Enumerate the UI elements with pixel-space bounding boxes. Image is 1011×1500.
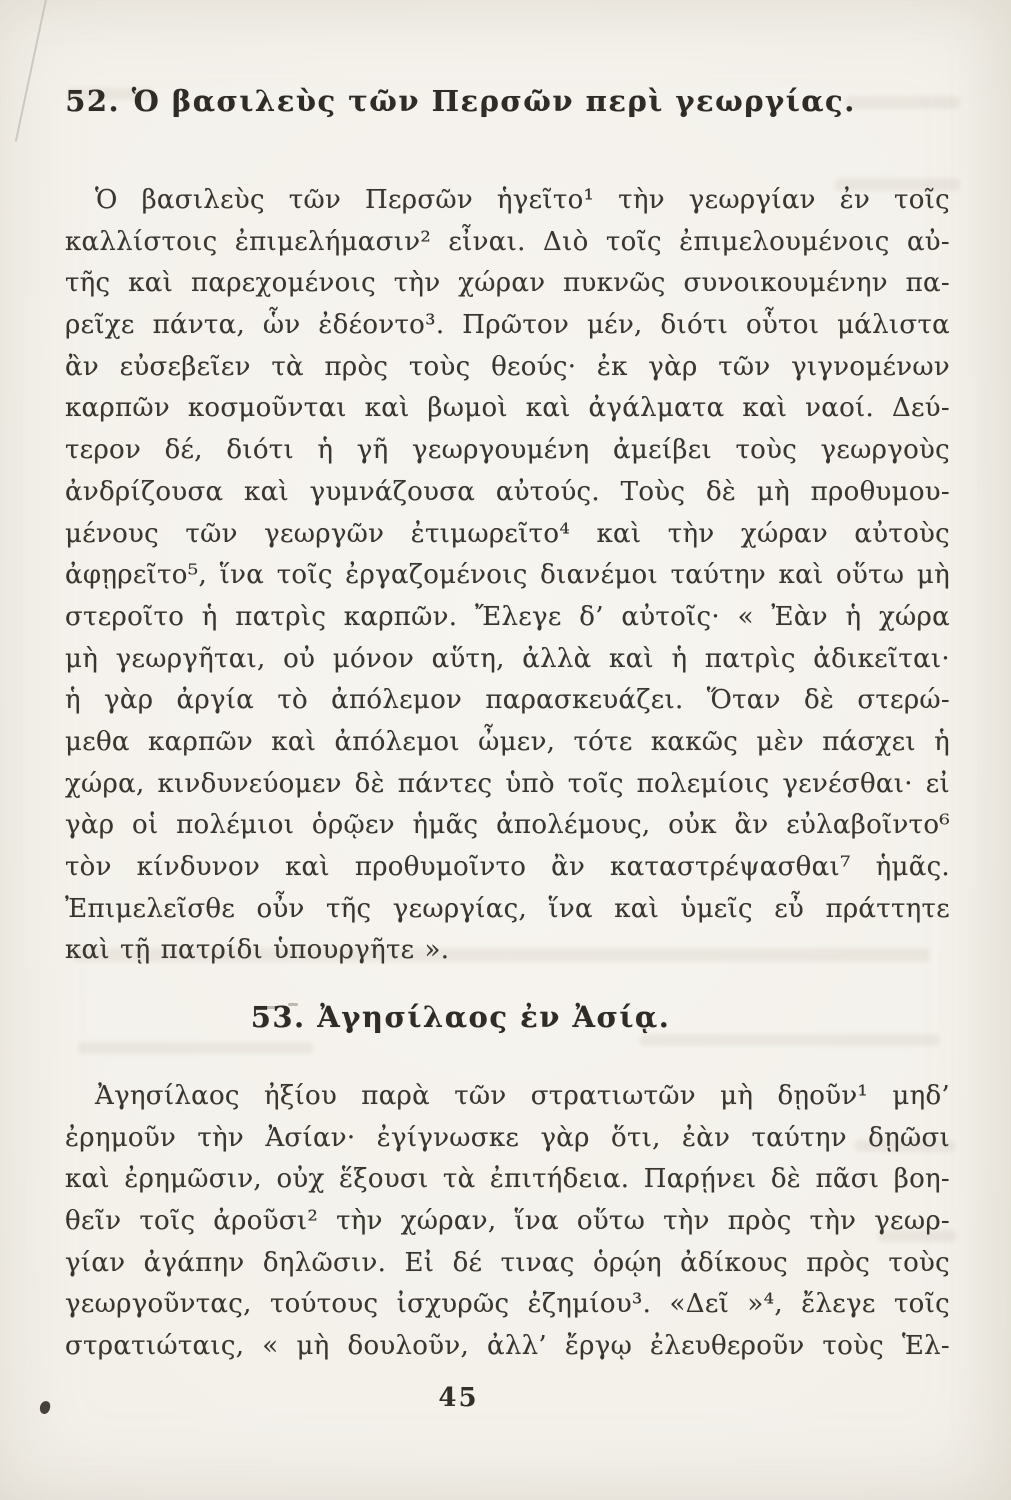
text-line: καὶ ἐρημῶσιν, οὐχ ἕξουσι τὰ ἐπιτήδεια. Παρῄνει δὲ πᾶσι βοη- bbox=[65, 1164, 950, 1195]
text-line: ἀνδρίζουσα καὶ γυμνάζουσα αὐτούς. Τοὺς δὲ μὴ προθυμου- bbox=[65, 476, 950, 507]
text-line: στρατιώταις, « μὴ δουλοῦν, ἀλλ’ ἔργῳ ἐλευθεροῦν τοὺς Ἑλ- bbox=[65, 1331, 950, 1362]
text-line: στεροῖτο ἡ πατρὶς καρπῶν. Ἔλεγε δ’ αὐτοῖς· « Ἐὰν ἡ χώρα bbox=[65, 601, 950, 632]
text-line: γίαν ἀγάπην δηλῶσιν. Εἰ δέ τινας ὁρῴη ἀδίκους πρὸς τοὺς bbox=[65, 1247, 950, 1278]
bleed-through-artifact bbox=[78, 1042, 313, 1054]
section-52-heading: 52. Ὁ βασιλεὺς τῶν Περσῶν περὶ γεωργίας. bbox=[65, 84, 856, 118]
text-line: ἐρημοῦν τὴν Ἀσίαν· ἐγίγνωσκε γὰρ ὅτι, ἐὰν ταύτην δῃῶσι bbox=[65, 1122, 950, 1153]
text-line: καλλίστοις ἐπιμελήμασιν² εἶναι. Διὸ τοῖς ἐπιμελουμένοις αὐ- bbox=[65, 226, 950, 257]
bleed-through-artifact bbox=[640, 1034, 940, 1046]
text-line: θεῖν τοῖς ἀροῦσι² τὴν χώραν, ἵνα οὕτω τὴν πρὸς τὴν γεωρ- bbox=[65, 1206, 950, 1237]
text-line: γὰρ οἱ πολέμιοι ὁρῷεν ἡμᾶς ἀπολέμους, οὐκ ἂν εὐλαβοῖντο⁶ bbox=[65, 810, 950, 841]
text-line: ἂν εὐσεβεῖεν τὰ πρὸς τοὺς θεούς· ἐκ γὰρ τῶν γιγνομένων bbox=[65, 351, 950, 382]
section-53-body bbox=[65, 1076, 950, 1368]
text-line: μὴ γεωργῆται, οὐ μόνον αὕτη, ἀλλὰ καὶ ἡ πατρὶς ἀδικεῖται· bbox=[65, 643, 950, 674]
page-crease-line bbox=[15, 0, 49, 142]
text-line: καρπῶν κοσμοῦνται καὶ βωμοὶ καὶ ἀγάλματα καὶ ναοί. Δεύ- bbox=[65, 393, 950, 424]
text-line: ἀφῃρεῖτο⁵, ἵνα τοῖς ἐργαζομένοις διανέμοι ταύτην καὶ οὕτω μὴ bbox=[65, 560, 950, 591]
text-line: Ἀγησίλαος ἠξίου παρὰ τῶν στρατιωτῶν μὴ δῃοῦν¹ μηδ’ bbox=[95, 1081, 950, 1111]
section-52-body bbox=[65, 180, 950, 972]
text-line: Ὁ βασιλεὺς τῶν Περσῶν ἡγεῖτο¹ τὴν γεωργίαν ἐν τοῖς bbox=[95, 185, 950, 215]
text-line: μένους τῶν γεωργῶν ἐτιμωρεῖτο⁴ καὶ τὴν χώραν αὐτοὺς bbox=[65, 518, 950, 549]
text-line: τῆς καὶ παρεχομένοις τὴν χώραν πυκνῶς συνοικουμένην πα- bbox=[65, 268, 950, 299]
text-line: Ἐπιμελεῖσθε οὖν τῆς γεωργίας, ἵνα καὶ ὑμεῖς εὖ πράττητε bbox=[65, 893, 950, 924]
text-line: χώρα, κινδυνεύομεν δὲ πάντες ὑπὸ τοῖς πολεμίοις γενέσθαι· εἰ bbox=[65, 768, 950, 799]
text-line: τερον δέ, διότι ἡ γῆ γεωργουμένη ἀμείβει τοὺς γεωργοὺς bbox=[65, 435, 950, 466]
text-line: τὸν κίνδυνον καὶ προθυμοῖντο ἂν καταστρέψασθαι⁷ ἡμᾶς. bbox=[65, 852, 950, 882]
page-number: 45 bbox=[438, 1383, 479, 1413]
section-53-heading: 53. Ἀγησίλαος ἐν Ἀσίᾳ. bbox=[250, 1000, 671, 1034]
text-line: γεωργοῦντας, τούτους ἰσχυρῶς ἐζημίου³. «Δεῖ »⁴, ἔλεγε τοῖς bbox=[65, 1289, 950, 1320]
text-line: ἡ γὰρ ἀργία τὸ ἀπόλεμον παρασκευάζει. Ὅταν δὲ στερώ- bbox=[65, 685, 950, 716]
text-line: ρεῖχε πάντα, ὧν ἐδέοντο³. Πρῶτον μέν, διότι οὗτοι μάλιστα bbox=[65, 310, 950, 341]
text-line: καὶ τῇ πατρίδι ὑπουργῆτε ». bbox=[65, 935, 450, 966]
text-line: μεθα καρπῶν καὶ ἀπόλεμοι ὦμεν, τότε κακῶς μὲν πάσχει ἡ bbox=[65, 726, 950, 757]
